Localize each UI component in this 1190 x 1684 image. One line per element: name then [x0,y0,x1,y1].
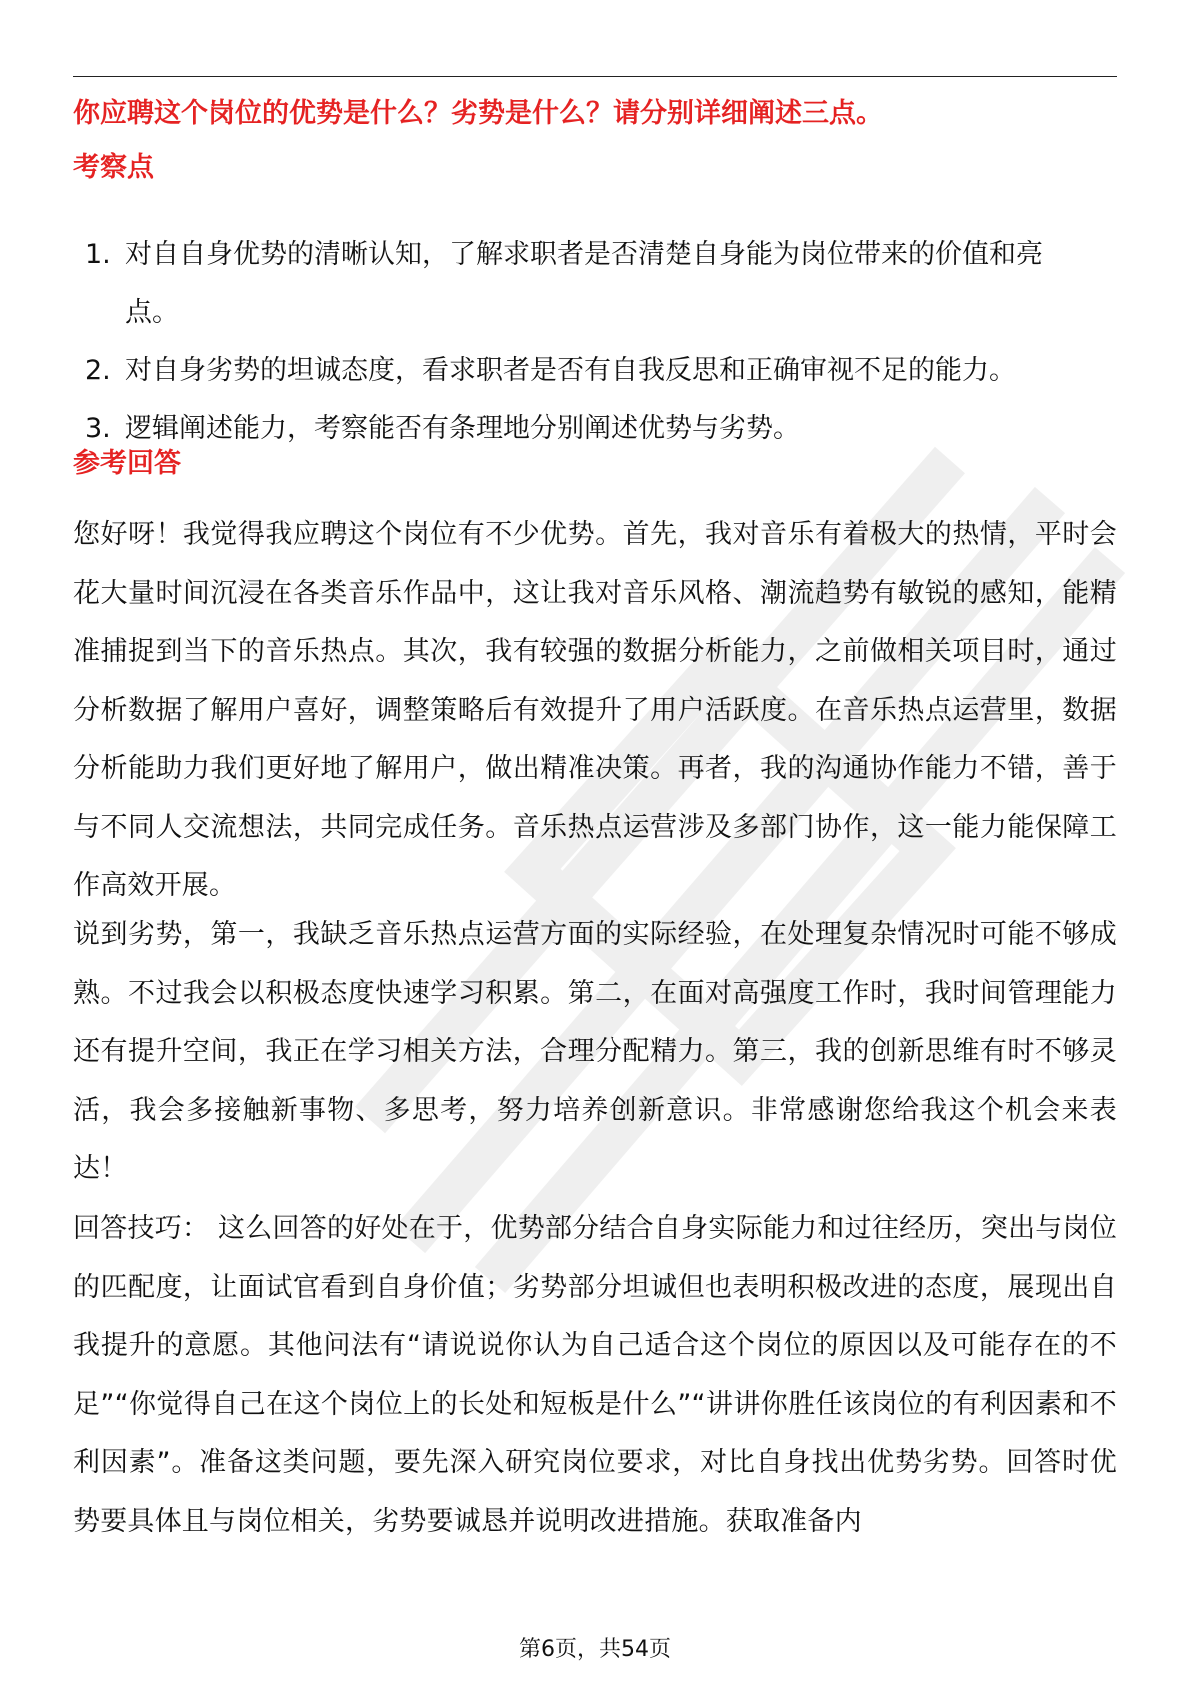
answer-paragraph-strengths: 您好呀！我觉得我应聘这个岗位有不少优势。首先，我对音乐有着极大的热情，平时会花大量时间沉浸在各类音乐作品中，这让我对音乐风格、潮流趋势有敏锐的感知，能精准捕捉到当下的音乐热点。其次，我有较强的数据分析能力，之前做相关项目时，通过分析数据了解用户喜好，调整策略后有效提升了用户活跃度。在音乐热点运营里，数据分析能助力我们更好地了解用户，做出精准决策。再者，我的沟通协作能力不错，善于与不同人交流想法，共同完成任务。音乐热点运营涉及多部门协作，这一能力能保障工作高效开展。 [73,519,1117,901]
list-item [73,400,1117,458]
list-item-number: 1. [85,239,111,270]
answer-paragraph-weaknesses: 说到劣势，第一，我缺乏音乐热点运营方面的实际经验，在处理复杂情况时可能不够成熟。不过我会以积极态度快速学习积累。第二，在面对高强度工作时，我时间管理能力还有提升空间，我正在学习相关方法，合理分配精力。第三，我的创新思维有时不够灵活，我会多接触新事物、多思考，努力培养创新意识。非常感谢您给我这个机会来表达！ [73,919,1117,1184]
list-item-number: 2. [85,355,111,386]
top-divider [73,76,1117,77]
interview-question: 你应聘这个岗位的优势是什么？劣势是什么？请分别详细阐述三点。 [73,98,883,129]
page-number: 第6页，共54页 [519,1637,671,1662]
list-item-number: 3. [85,413,111,444]
list-item [73,226,1065,342]
examine-points-heading: 考察点 [73,152,154,183]
examine-points-list [73,226,1117,458]
list-item-text: 对自自身优势的清晰认知，了解求职者是否清楚自身能为岗位带来的价值和亮点。 [125,239,1043,328]
list-item-text: 逻辑阐述能力，考察能否有条理地分别阐述优势与劣势。 [125,413,800,444]
answer-tips-paragraph: 回答技巧： 这么回答的好处在于，优势部分结合自身实际能力和过往经历，突出与岗位的匹配度，让面试官看到自身价值；劣势部分坦诚但也表明积极改进的态度，展现出自我提升的意愿。其他问法有“请说说你认为自己适合这个岗位的原因以及可能存在的不足”“你觉得自己在这个岗位上的长处和短板是什么”“讲讲你胜任该岗位的有利因素和不利因素”。准备这类问题，要先深入研究岗位要求，对比自身找出优势劣势。回答时优势要具体且与岗位相关，劣势要诚恳并说明改进措施。获取准备内 [73,1213,1117,1537]
reference-answer-heading: 参考回答 [73,448,181,479]
list-item [73,342,1117,400]
list-item-text: 对自身劣势的坦诚态度，看求职者是否有自我反思和正确审视不足的能力。 [125,355,1016,386]
